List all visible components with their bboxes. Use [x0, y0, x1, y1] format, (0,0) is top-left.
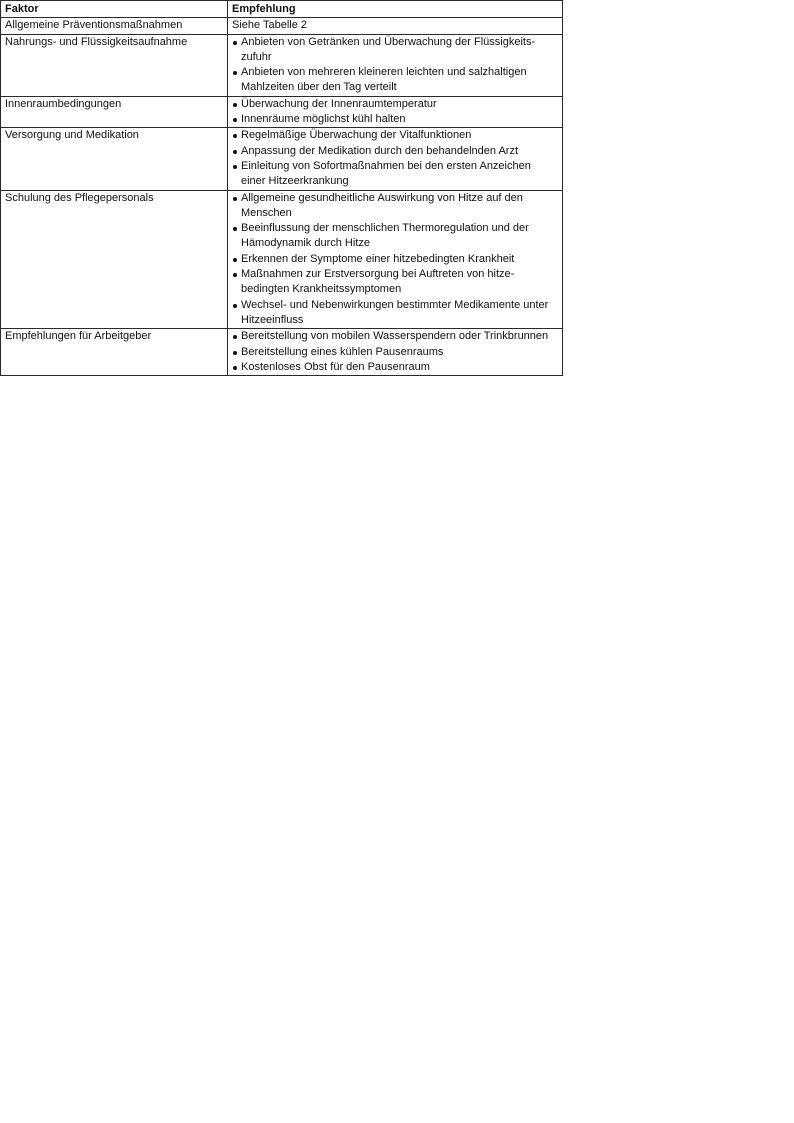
factor-cell: Nahrungs- und Flüssigkeitsaufnahme: [1, 34, 228, 96]
recommendation-table: [0, 0, 563, 376]
list-item: Anpassung der Medikation durch den behandelnden Arzt: [232, 144, 558, 159]
table-row: [1, 34, 563, 96]
factor-cell: Versorgung und Medikation: [1, 128, 228, 190]
list-item: Kostenloses Obst für den Pausenraum: [232, 360, 558, 375]
list-item: Anbieten von mehreren kleineren leichten und salzhaltigen Mahlzeiten über den Tag verteilt: [232, 65, 558, 96]
recommendation-cell: Siehe Tabelle 2: [228, 18, 563, 34]
list-item: Bereitstellung eines kühlen Pausenraums: [232, 345, 558, 360]
factor-cell: Allgemeine Präventionsmaßnahmen: [1, 18, 228, 34]
list-item: Regelmäßige Überwachung der Vitalfunktionen: [232, 128, 558, 143]
table-header-row: [1, 1, 563, 18]
factor-cell: Innenraumbedingungen: [1, 96, 228, 128]
recommendation-cell: [228, 128, 563, 190]
list-item: Erkennen der Symptome einer hitzebedingten Krankheit: [232, 252, 558, 267]
factor-cell: Schulung des Pflegepersonals: [1, 190, 228, 329]
list-item: Einleitung von Sofortmaßnahmen bei den ersten Anzeichen einer Hitzeerkrankung: [232, 159, 558, 190]
list-item: Wechsel- und Nebenwirkungen bestimmter Medikamente unter Hitzeeinfluss: [232, 298, 558, 329]
list-item: Allgemeine gesundheitliche Auswirkung von Hitze auf den Menschen: [232, 191, 558, 222]
recommendation-cell: [228, 34, 563, 96]
recommendation-list: [232, 128, 558, 189]
list-item: Innenräume möglichst kühl halten: [232, 112, 558, 127]
column-header-factor: Faktor: [1, 1, 228, 18]
table-row: [1, 329, 563, 376]
recommendation-list: [232, 191, 558, 329]
list-item: Überwachung der Innenraumtemperatur: [232, 97, 558, 112]
recommendation-cell: [228, 329, 563, 376]
factor-cell: Empfehlungen für Arbeitgeber: [1, 329, 228, 376]
recommendation-list: [232, 97, 558, 128]
column-header-recommendation: Empfehlung: [228, 1, 563, 18]
recommendation-cell: [228, 96, 563, 128]
table-row: [1, 190, 563, 329]
table-row: [1, 96, 563, 128]
table-row: [1, 18, 563, 34]
table-row: [1, 128, 563, 190]
list-item: Anbieten von Getränken und Überwachung der Flüssigkeits-zufuhr: [232, 35, 558, 66]
recommendation-list: [232, 329, 558, 375]
recommendation-list: [232, 35, 558, 96]
recommendation-cell: [228, 190, 563, 329]
list-item: Bereitstellung von mobilen Wasserspendern oder Trinkbrunnen: [232, 329, 558, 344]
list-item: Beeinflussung der menschlichen Thermoregulation und der Hämodynamik durch Hitze: [232, 221, 558, 252]
list-item: Maßnahmen zur Erstversorgung bei Auftreten von hitze-bedingten Krankheitssymptomen: [232, 267, 558, 298]
